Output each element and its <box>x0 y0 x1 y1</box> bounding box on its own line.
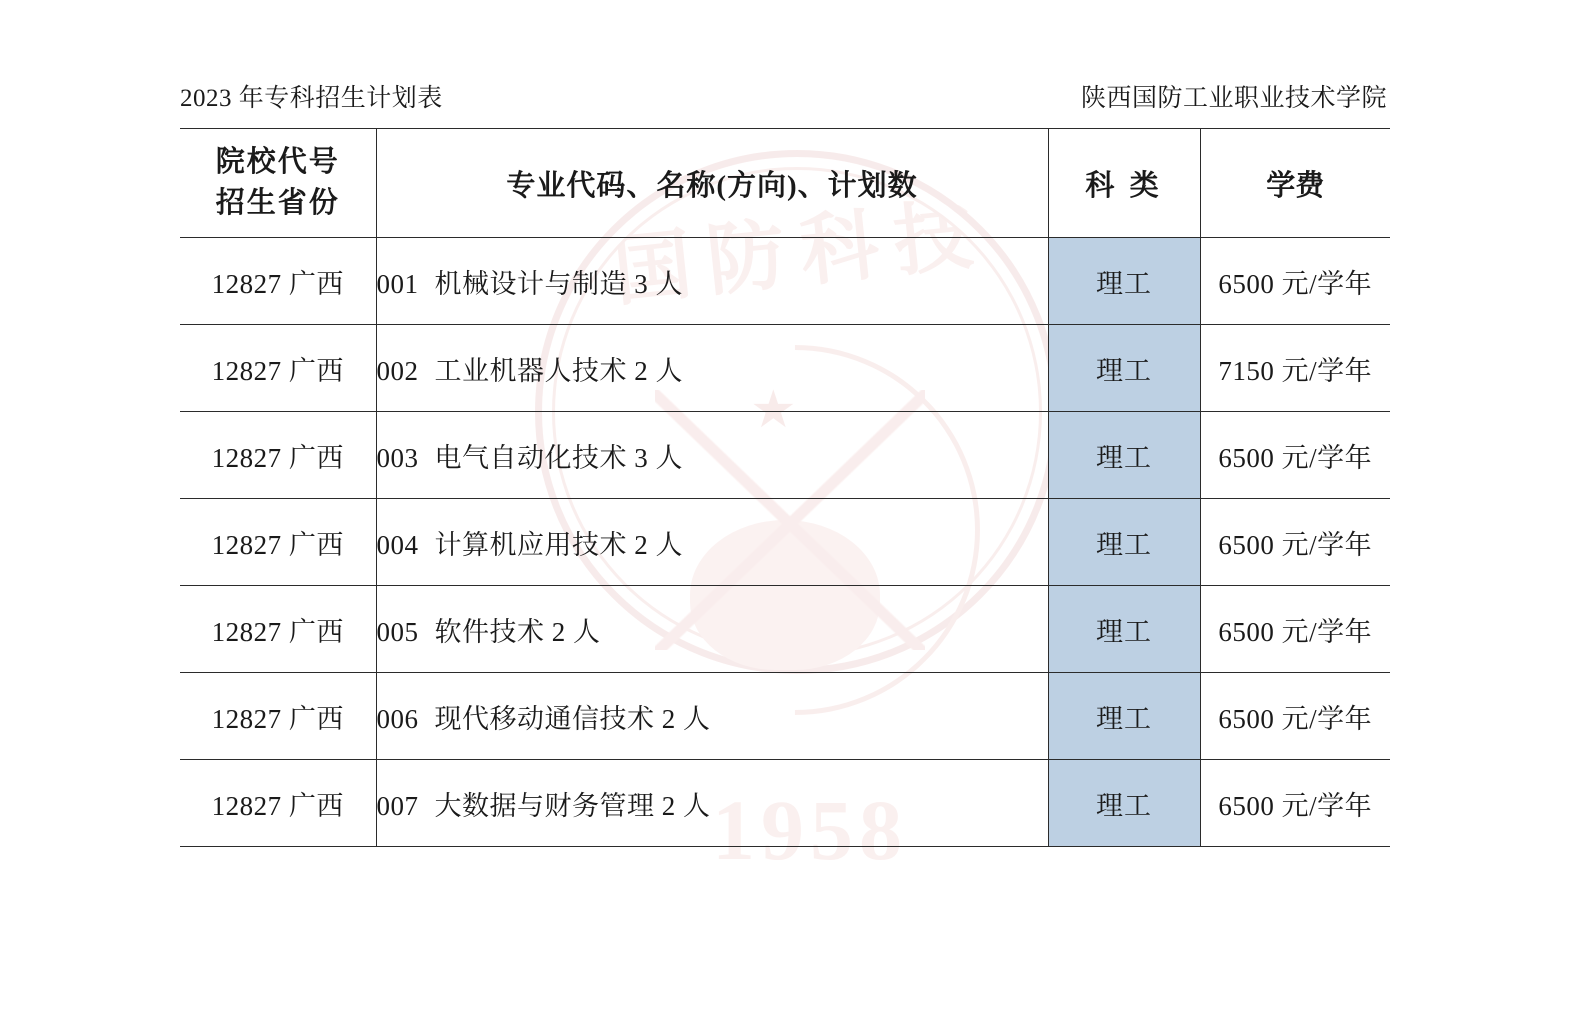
cell-category: 理工 <box>1048 412 1200 499</box>
column-header-school-code <box>180 129 376 238</box>
cell-school-code: 12827 广西 <box>180 238 376 325</box>
table-row <box>180 586 1390 673</box>
table-row <box>180 412 1390 499</box>
column-header-category: 科 类 <box>1048 129 1200 238</box>
page-title: 2023 年专科招生计划表 <box>180 85 443 112</box>
table-row <box>180 760 1390 847</box>
cell-major-name: 电气自动化技术 3 人 <box>434 442 683 473</box>
cell-major-number: 007 <box>376 790 419 821</box>
cell-school-code: 12827 广西 <box>180 586 376 673</box>
table-header-row <box>180 129 1390 238</box>
cell-major <box>376 325 1048 412</box>
watermark-year: 1958 <box>712 782 908 878</box>
cell-category: 理工 <box>1048 760 1200 847</box>
table-row <box>180 673 1390 760</box>
table-row <box>180 325 1390 412</box>
cell-tuition: 6500 元/学年 <box>1200 499 1390 586</box>
cell-major-name: 机械设计与制造 3 人 <box>434 268 683 299</box>
column-header-major: 专业代码、名称(方向)、计划数 <box>376 129 1048 238</box>
cell-tuition: 6500 元/学年 <box>1200 760 1390 847</box>
cell-category: 理工 <box>1048 499 1200 586</box>
cell-major <box>376 586 1048 673</box>
table-row <box>180 499 1390 586</box>
cell-major-number: 001 <box>376 268 419 299</box>
institution-name: 陕西国防工业职业技术学院 <box>1080 85 1387 112</box>
cell-major <box>376 238 1048 325</box>
table-row <box>180 238 1390 325</box>
column-header-province-line2: 招生省份 <box>215 187 340 219</box>
cell-tuition: 6500 元/学年 <box>1200 586 1390 673</box>
column-header-school-code-line1: 院校代号 <box>215 145 340 178</box>
cell-school-code: 12827 广西 <box>180 499 376 586</box>
cell-school-code: 12827 广西 <box>180 325 376 412</box>
cell-tuition: 6500 元/学年 <box>1200 412 1390 499</box>
cell-major-name: 大数据与财务管理 2 人 <box>434 790 711 821</box>
cell-major <box>376 760 1048 847</box>
cell-category: 理工 <box>1048 673 1200 760</box>
cell-tuition: 6500 元/学年 <box>1200 238 1390 325</box>
admission-plan-table <box>180 128 1390 847</box>
cell-major-name: 软件技术 2 人 <box>434 616 601 647</box>
column-header-tuition: 学费 <box>1200 129 1390 238</box>
cell-school-code: 12827 广西 <box>180 760 376 847</box>
cell-category: 理工 <box>1048 586 1200 673</box>
cell-major <box>376 412 1048 499</box>
cell-school-code: 12827 广西 <box>180 673 376 760</box>
cell-tuition: 6500 元/学年 <box>1200 673 1390 760</box>
cell-major <box>376 673 1048 760</box>
cell-major-name: 工业机器人技术 2 人 <box>434 355 683 386</box>
cell-major-number: 005 <box>376 616 419 647</box>
cell-category: 理工 <box>1048 325 1200 412</box>
cell-tuition: 7150 元/学年 <box>1200 325 1390 412</box>
cell-category: 理工 <box>1048 238 1200 325</box>
cell-major <box>376 499 1048 586</box>
document-header <box>180 78 1387 114</box>
cell-major-number: 002 <box>376 355 419 386</box>
cell-school-code: 12827 广西 <box>180 412 376 499</box>
cell-major-number: 003 <box>376 442 419 473</box>
cell-major-name: 计算机应用技术 2 人 <box>434 529 683 560</box>
star-icon: ★ <box>750 382 797 439</box>
table-body <box>180 238 1390 847</box>
table-header <box>180 129 1390 238</box>
watermark-top-characters: 国防科技 <box>609 189 993 316</box>
cell-major-number: 004 <box>376 529 419 560</box>
cell-major-number: 006 <box>376 703 419 734</box>
cell-major-name: 现代移动通信技术 2 人 <box>434 703 711 734</box>
